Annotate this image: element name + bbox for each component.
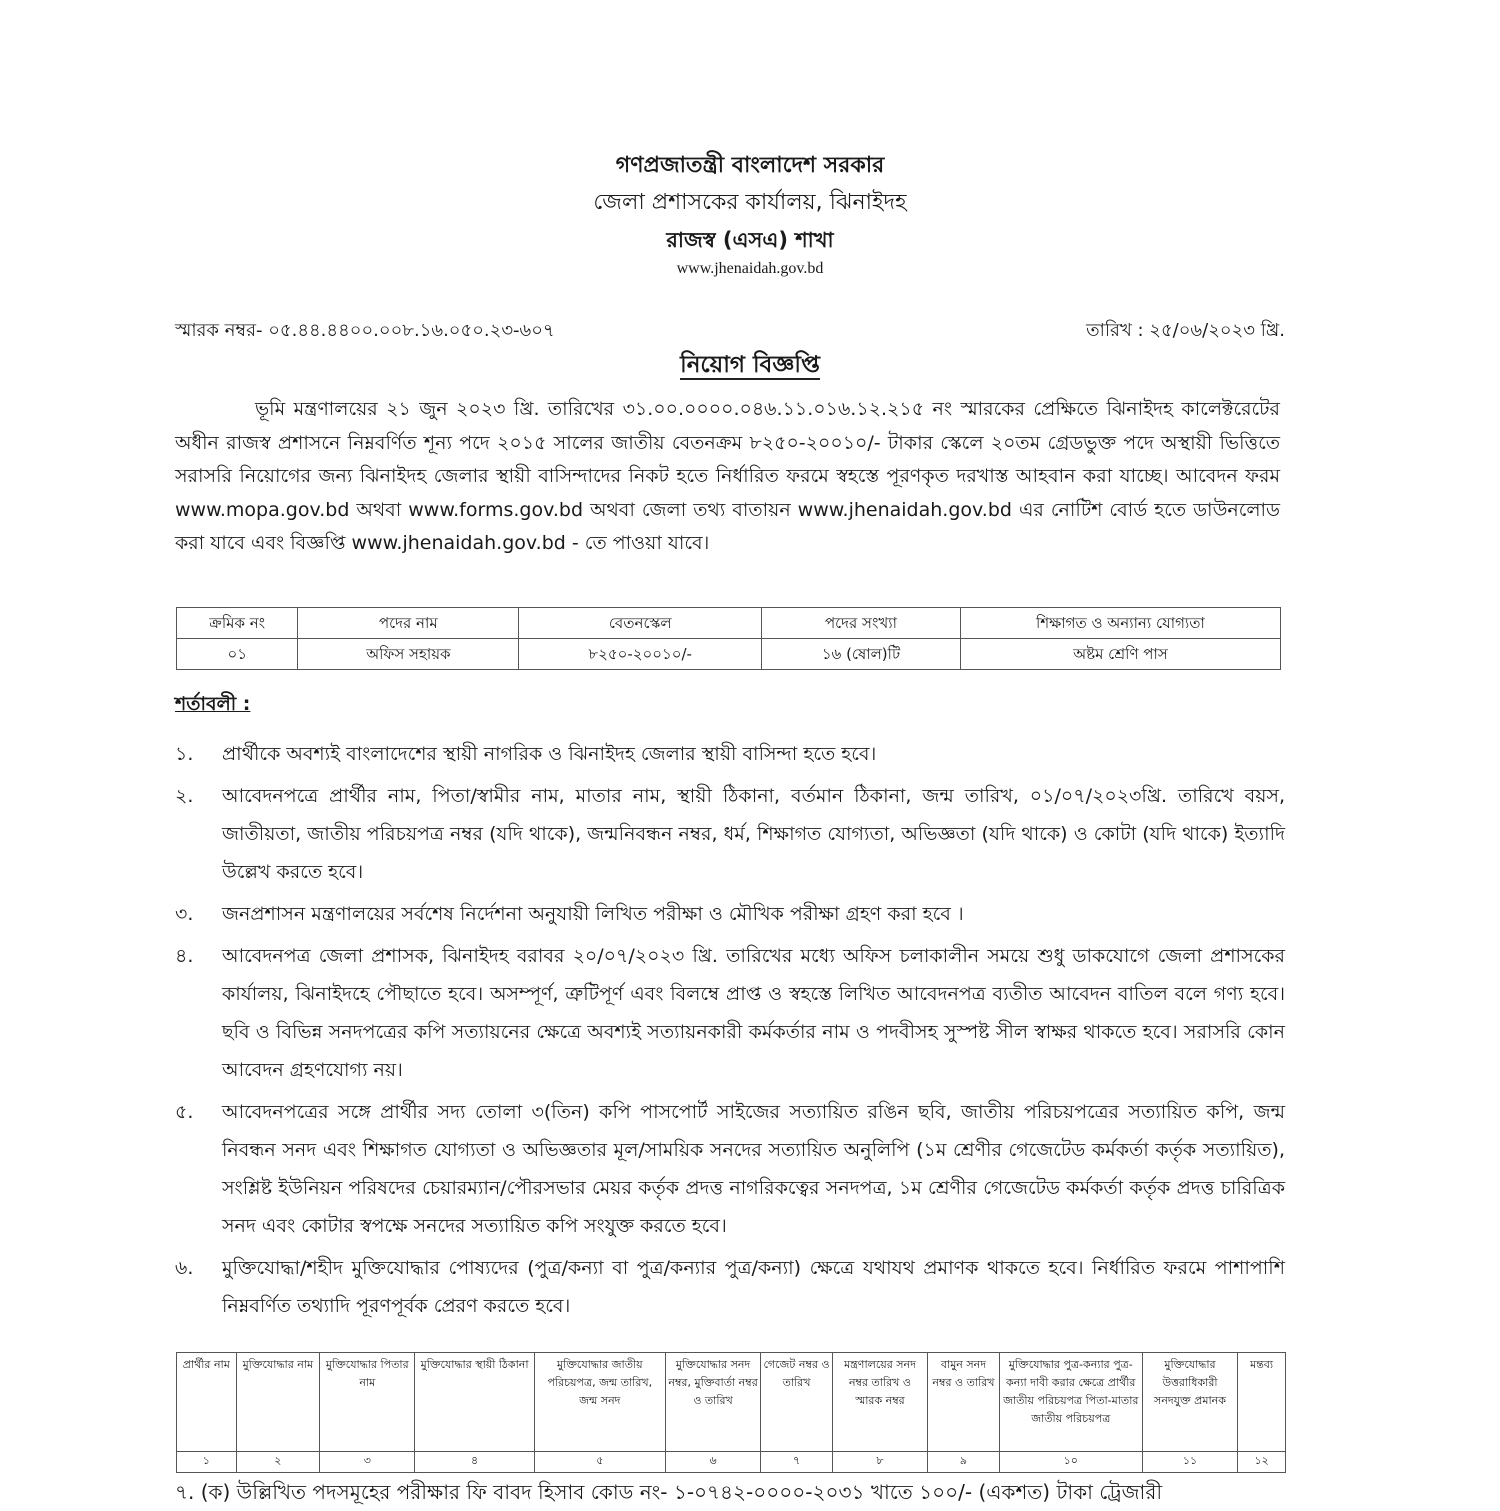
header-cell: বামুন সনদ নম্বর ও তারিখ — [928, 1353, 1000, 1452]
number-cell: ৬ — [665, 1452, 760, 1473]
cell: অষ্টম শ্রেণি পাস — [960, 639, 1280, 670]
table-row — [177, 639, 1281, 670]
header-cell: মুক্তিযোদ্ধার উত্তরাধিকারী সনদযুক্ত প্রমানক — [1142, 1353, 1237, 1452]
number-cell: ২ — [236, 1452, 319, 1473]
cell: অফিস সহায়ক — [298, 639, 519, 670]
header-cell: মুক্তিযোদ্ধার জাতীয় পরিচয়পত্র, জন্ম তারিখ, জন্ম সনদ — [534, 1353, 665, 1452]
list-item — [175, 1249, 1285, 1325]
header-cell: শিক্ষাগত ও অন্যান্য যোগ্যতা — [960, 608, 1280, 639]
list-item — [175, 937, 1285, 1089]
number-cell: ৫ — [534, 1452, 665, 1473]
website: www.jhenaidah.gov.bd — [676, 260, 824, 277]
table-number-row — [177, 1452, 1286, 1473]
table-header-row — [177, 1353, 1286, 1452]
number-cell: ৭ — [761, 1452, 833, 1473]
number-cell: ৯ — [928, 1452, 1000, 1473]
header-cell: প্রার্থীর নাম — [177, 1353, 237, 1452]
post-table — [176, 607, 1281, 670]
list-item — [175, 735, 1285, 773]
branch-name: রাজস্ব (এসএ) শাখা — [666, 228, 834, 252]
item-text: প্রার্থীকে অবশ্যই বাংলাদেশের স্থায়ী নাগরিক ও ঝিনাইদহ জেলার স্থায়ী বাসিন্দা হতে হবে। — [222, 743, 877, 765]
list-item — [175, 895, 1285, 933]
header-cell: মন্তব্য — [1238, 1353, 1286, 1452]
item-number: ৩. — [175, 903, 194, 925]
number-cell: ১ — [177, 1452, 237, 1473]
government-name: গণপ্রজাতন্ত্রী বাংলাদেশ সরকার — [615, 153, 885, 178]
notice-title — [0, 346, 1500, 385]
item-number: ২. — [175, 785, 194, 807]
freedom-fighter-table — [176, 1352, 1286, 1473]
number-cell: ৪ — [415, 1452, 534, 1473]
cell: ৮২৫০-২০০১০/- — [519, 639, 762, 670]
header-cell: মুক্তিযোদ্ধার স্থায়ী ঠিকানা — [415, 1353, 534, 1452]
header-cell: মুক্তিযোদ্ধার পুত্র-কন্যার পুত্র-কন্যা দাবী করার ক্ষেত্রে প্রার্থীর জাতীয় পরিচয়পত্র পিতা-মাতার জাতীয় পরিচয়পত্র — [999, 1353, 1142, 1452]
cell: ১৬ (ষোল)টি — [762, 639, 961, 670]
number-cell: ১১ — [1142, 1452, 1237, 1473]
memo-ref: স্মারক নম্বর- ০৫.৪৪.৪৪০০.০০৮.১৬.০৫০.২৩-৬০৭ — [175, 320, 555, 341]
header-cell: মন্ত্রণালয়ের সনদ নম্বর তারিখ ও স্মারক নম্বর — [832, 1353, 927, 1452]
header-cell: মুক্তিযোদ্ধার সনদ নম্বর, মুক্তিবার্তা নম্বর ও তারিখ — [665, 1353, 760, 1452]
header-cell: বেতনস্কেল — [519, 608, 762, 639]
list-item — [175, 777, 1285, 891]
header-cell: পদের নাম — [298, 608, 519, 639]
number-cell: ৮ — [832, 1452, 927, 1473]
header-cell: মুক্তিযোদ্ধার পিতার নাম — [320, 1353, 415, 1452]
notice-title-text: নিয়োগ বিজ্ঞপ্তি — [680, 352, 820, 378]
office-name: জেলা প্রশাসকের কার্যালয়, ঝিনাইদহ — [593, 190, 907, 215]
cell: ০১ — [177, 639, 298, 670]
header-cell: পদের সংখ্যা — [762, 608, 961, 639]
header-cell: ক্রমিক নং — [177, 608, 298, 639]
number-cell: ৩ — [320, 1452, 415, 1473]
header-cell: মুক্তিযোদ্ধার নাম — [236, 1353, 319, 1452]
item-number: ১. — [175, 743, 194, 765]
table-header-row — [177, 608, 1281, 639]
item-text: মুক্তিযোদ্ধা/শহীদ মুক্তিযোদ্ধার পোষ্যদের (পুত্র/কন্যা বা পুত্র/কন্যার পুত্র/কন্যা) ক্ষেত্রে যথাযথ প্রমাণক থাকতে হবে। নির্ধারিত ফরমে পাশাপাশি নিম্নবর্ণিত তথ্যাদি পূরণপূর্বক প্রেরণ করতে হবে। — [222, 1257, 1285, 1317]
item-number: ৬. — [175, 1257, 194, 1279]
condition-7-text: ৭. (ক) উল্লিখিত পদসমূহের পরীক্ষার ফি বাবদ হিসাব কোড নং- ১-০৭৪২-০০০০-২০৩১ খাতে ১০০/- (একশত) টাকা ট্রেজারী — [175, 1480, 1163, 1504]
item-text: আবেদনপত্র জেলা প্রশাসক, ঝিনাইদহ বরাবর ২০/০৭/২০২৩ খ্রি. তারিখের মধ্যে অফিস চলাকালীন সময়ে শুধু ডাকযোগে জেলা প্রশাসকের কার্যালয়, ঝিনাইদহে পৌছাতে হবে। অসম্পূর্ণ, ত্রুটিপূর্ণ এবং বিলম্বে প্রাপ্ত ও স্বহস্তে লিখিত আবেদনপত্র ব্যতীত আবেদন বাতিল বলে গণ্য হবে। ছবি ও বিভিন্ন সনদপত্রের কপি সত্যায়নের ক্ষেত্রে অবশ্যই সত্যায়নকারী কর্মকর্তার নাম ও পদবীসহ সুস্পষ্ট সীল স্বাক্ষর থাকতে হবে। সরাসরি কোন আবেদন গ্রহণযোগ্য নয়। — [222, 945, 1285, 1081]
item-text: আবেদনপত্রের সঙ্গে প্রার্থীর সদ্য তোলা ৩(তিন) কপি পাসপোর্ট সাইজের সত্যায়িত রঙিন ছবি, জাতীয় পরিচয়পত্রের সত্যায়িত কপি, জন্ম নিবন্ধন সনদ এবং শিক্ষাগত যোগ্যতা ও অভিজ্ঞতার মূল/সাময়িক সনদের সত্যায়িত অনুলিপি (১ম শ্রেণীর গেজেটেড কর্মকর্তা কর্তৃক সত্যায়িত), সংশ্লিষ্ট ইউনিয়ন পরিষদের চেয়ারম্যান/পৌরসভার মেয়র কর্তৃক প্রদত্ত নাগরিকত্বের সনদপত্র, ১ম শ্রেণীর গেজেটেড কর্মকর্তা কর্তৃক প্রদত্ত চারিত্রিক সনদ এবং কোটার স্বপক্ষে সনদের সত্যায়িত কপি সংযুক্ত করতে হবে। — [222, 1101, 1285, 1237]
number-cell: ১০ — [999, 1452, 1142, 1473]
conditions-heading: শর্তাবলী : — [175, 693, 251, 715]
list-item — [175, 1093, 1285, 1245]
conditions-list — [175, 735, 1285, 1329]
intro-paragraph: ভূমি মন্ত্রণালয়ের ২১ জুন ২০২৩ খ্রি. তারিখের ৩১.০০.০০০০.০৪৬.১১.০১৬.১২.২১৫ নং স্মারকের প্রেক্ষিতে ঝিনাইদহ কালেক্টরেটের অধীন রাজস্ব প্রশাসনে নিম্নবর্ণিত শূন্য পদে ২০১৫ সালের জাতীয় বেতনক্রম ৮২৫০-২০০১০/- টাকার স্কেলে ২০তম গ্রেডভুক্ত পদে অস্থায়ী ভিত্তিতে সরাসরি নিয়োগের জন্য ঝিনাইদহ জেলার স্থায়ী বাসিন্দাদের নিকট হতে নির্ধারিত ফরমে স্বহস্তে পূরণকৃত দরখাস্ত আহবান করা যাচ্ছে। আবেদন ফরম www.mopa.gov.bd অথবা www.forms.gov.bd অথবা জেলা তথ্য বাতায়ন www.jhenaidah.gov.bd এর নোটিশ বোর্ড হতে ডাউনলোড করা যাবে এবং বিজ্ঞপ্তি www.jhenaidah.gov.bd - তে পাওয়া যাবে। — [175, 398, 1280, 554]
header-cell: গেজেট নম্বর ও তারিখ — [761, 1353, 833, 1452]
number-cell: ১২ — [1238, 1452, 1286, 1473]
memo-date: তারিখ : ২৫/০৬/২০২৩ খ্রি. — [1086, 320, 1285, 341]
item-number: ৫. — [175, 1101, 194, 1123]
item-number: ৪. — [175, 945, 194, 967]
item-text: জনপ্রশাসন মন্ত্রণালয়ের সর্বশেষ নির্দেশনা অনুযায়ী লিখিত পরীক্ষা ও মৌখিক পরীক্ষা গ্রহণ করা হবে । — [222, 903, 964, 925]
item-text: আবেদনপত্রে প্রার্থীর নাম, পিতা/স্বামীর নাম, মাতার নাম, স্থায়ী ঠিকানা, বর্তমান ঠিকানা, জন্ম তারিখ, ০১/০৭/২০২৩খ্রি. তারিখে বয়স, জাতীয়তা, জাতীয় পরিচয়পত্র নম্বর (যদি থাকে), জন্মনিবন্ধন নম্বর, ধর্ম, শিক্ষাগত যোগ্যতা, অভিজ্ঞতা (যদি থাকে) ও কোটা (যদি থাকে) ইত্যাদি উল্লেখ করতে হবে। — [222, 785, 1285, 883]
